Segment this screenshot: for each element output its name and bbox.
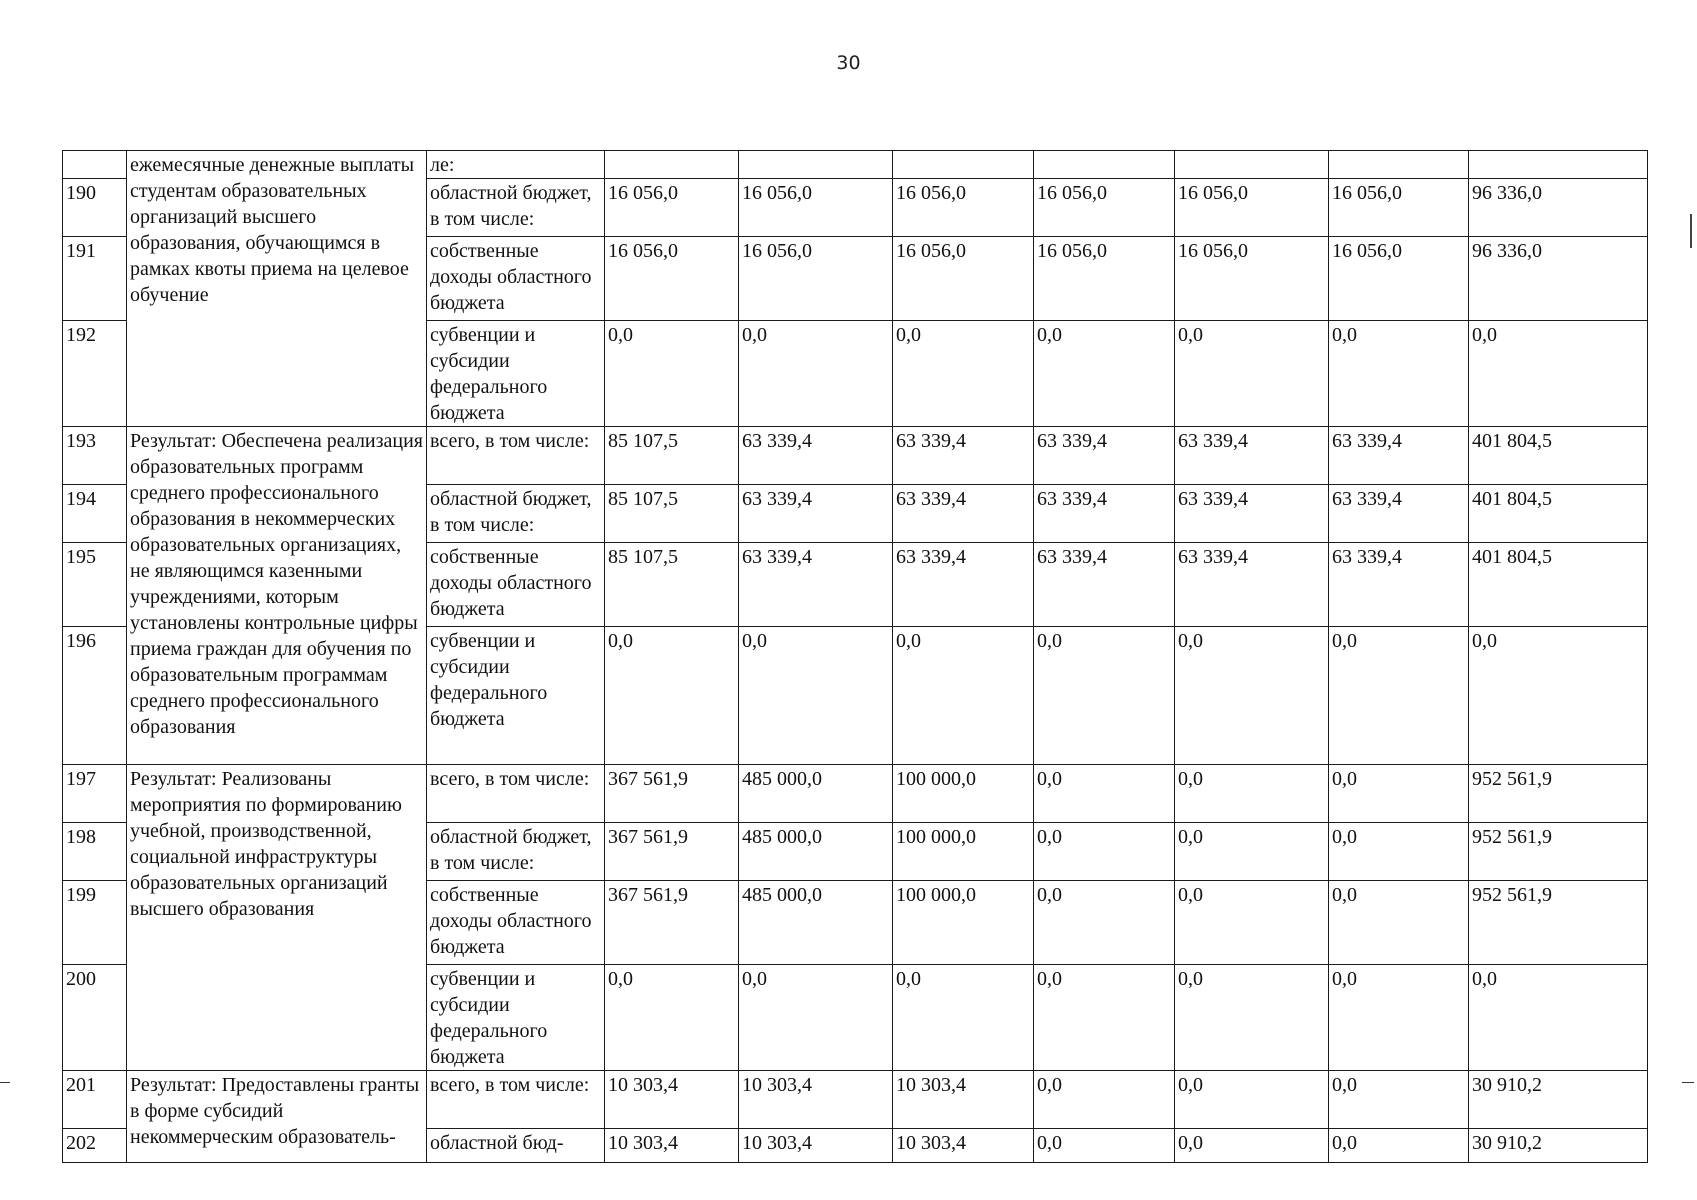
value-cell: 0,0 <box>1469 321 1648 427</box>
source-cell: всего, в том числе: <box>427 765 605 823</box>
value-cell: 0,0 <box>1329 823 1469 881</box>
table-row <box>63 1071 1648 1129</box>
row-number-cell: 195 <box>63 543 127 627</box>
row-number-cell: 196 <box>63 627 127 765</box>
value-cell: 100 000,0 <box>893 765 1034 823</box>
row-number-cell: 198 <box>63 823 127 881</box>
value-cell: 16 056,0 <box>605 179 739 237</box>
row-number-cell: 197 <box>63 765 127 823</box>
budget-table <box>62 150 1648 1163</box>
source-cell: областной бюджет, в том числе: <box>427 485 605 543</box>
value-cell: 16 056,0 <box>893 237 1034 321</box>
scan-dash-left <box>0 1082 10 1083</box>
value-cell: 100 000,0 <box>893 881 1034 965</box>
source-cell: субвенции и субсидии федерального бюджета <box>427 627 605 765</box>
value-cell: 63 339,4 <box>1034 485 1175 543</box>
value-cell: 63 339,4 <box>1175 427 1329 485</box>
value-cell: 0,0 <box>1175 1129 1329 1163</box>
value-cell: 96 336,0 <box>1469 237 1648 321</box>
value-cell: 16 056,0 <box>893 179 1034 237</box>
value-cell: 952 561,9 <box>1469 823 1648 881</box>
value-cell: 0,0 <box>1469 627 1648 765</box>
row-number-cell: 202 <box>63 1129 127 1163</box>
row-number-cell: 191 <box>63 237 127 321</box>
value-cell: 485 000,0 <box>739 881 893 965</box>
source-cell: собственные доходы областного бюджета <box>427 881 605 965</box>
value-cell: 0,0 <box>1175 881 1329 965</box>
value-cell: 16 056,0 <box>1034 179 1175 237</box>
source-cell: ле: <box>427 151 605 179</box>
value-cell: 0,0 <box>605 965 739 1071</box>
value-cell: 16 056,0 <box>739 179 893 237</box>
row-number-cell <box>63 151 127 179</box>
value-cell: 952 561,9 <box>1469 765 1648 823</box>
value-cell: 367 561,9 <box>605 881 739 965</box>
value-cell: 0,0 <box>739 627 893 765</box>
table-row <box>63 765 1648 823</box>
description-cell: Результат: Реализованы мероприятия по формированию учебной, производственной, социальной инфраструктуры образовательных организаций высшего образования <box>127 765 427 1071</box>
value-cell: 0,0 <box>893 627 1034 765</box>
value-cell: 0,0 <box>1034 627 1175 765</box>
value-cell: 30 910,2 <box>1469 1129 1648 1163</box>
value-cell: 63 339,4 <box>1329 543 1469 627</box>
value-cell: 63 339,4 <box>1034 427 1175 485</box>
row-number-cell: 201 <box>63 1071 127 1129</box>
value-cell: 0,0 <box>605 321 739 427</box>
source-cell: областной бюд- <box>427 1129 605 1163</box>
value-cell: 63 339,4 <box>1175 485 1329 543</box>
description-cell: Результат: Обеспечена реализация образовательных программ среднего профессионального образования в некоммерческих образовательных организациях, не являющимся казенными учреждениями, которым установлены контрольные цифры приема граждан для обучения по образовательным программам среднего профессионального образования <box>127 427 427 765</box>
value-cell: 0,0 <box>739 321 893 427</box>
value-cell: 85 107,5 <box>605 543 739 627</box>
value-cell: 0,0 <box>1034 881 1175 965</box>
value-cell: 0,0 <box>1469 965 1648 1071</box>
value-cell: 0,0 <box>1034 965 1175 1071</box>
value-cell: 63 339,4 <box>1175 543 1329 627</box>
value-cell: 0,0 <box>1175 765 1329 823</box>
value-cell: 0,0 <box>739 965 893 1071</box>
source-cell: собственные доходы областного бюджета <box>427 543 605 627</box>
value-cell: 0,0 <box>1175 321 1329 427</box>
value-cell: 0,0 <box>1329 965 1469 1071</box>
table-row <box>63 427 1648 485</box>
value-cell: 16 056,0 <box>1175 237 1329 321</box>
source-cell: областной бюджет, в том числе: <box>427 179 605 237</box>
row-number-cell: 190 <box>63 179 127 237</box>
value-cell: 63 339,4 <box>739 485 893 543</box>
value-cell: 10 303,4 <box>605 1129 739 1163</box>
value-cell: 16 056,0 <box>1329 237 1469 321</box>
value-cell: 0,0 <box>893 965 1034 1071</box>
value-cell: 63 339,4 <box>893 543 1034 627</box>
value-cell: 85 107,5 <box>605 485 739 543</box>
value-cell <box>1034 151 1175 179</box>
value-cell: 367 561,9 <box>605 765 739 823</box>
value-cell <box>605 151 739 179</box>
value-cell: 96 336,0 <box>1469 179 1648 237</box>
value-cell: 63 339,4 <box>1329 427 1469 485</box>
value-cell: 63 339,4 <box>893 485 1034 543</box>
value-cell: 16 056,0 <box>1034 237 1175 321</box>
value-cell: 16 056,0 <box>739 237 893 321</box>
value-cell: 401 804,5 <box>1469 485 1648 543</box>
value-cell: 401 804,5 <box>1469 427 1648 485</box>
value-cell: 85 107,5 <box>605 427 739 485</box>
row-number-cell: 193 <box>63 427 127 485</box>
row-number-cell: 199 <box>63 881 127 965</box>
value-cell: 16 056,0 <box>1329 179 1469 237</box>
value-cell: 0,0 <box>605 627 739 765</box>
table-row <box>63 151 1648 179</box>
source-cell: субвенции и субсидии федерального бюджета <box>427 965 605 1071</box>
description-cell: Результат: Предоставлены гранты в форме субсидий некоммерческим образователь- <box>127 1071 427 1163</box>
value-cell: 100 000,0 <box>893 823 1034 881</box>
description-cell: ежемесячные денежные выплаты студентам образовательных организаций высшего образования, обучающимся в рамках квоты приема на целевое обучение <box>127 151 427 427</box>
value-cell: 10 303,4 <box>893 1129 1034 1163</box>
value-cell: 0,0 <box>1034 1129 1175 1163</box>
value-cell: 63 339,4 <box>739 427 893 485</box>
value-cell <box>739 151 893 179</box>
value-cell <box>1329 151 1469 179</box>
value-cell: 0,0 <box>1329 881 1469 965</box>
value-cell: 0,0 <box>1329 1129 1469 1163</box>
value-cell: 0,0 <box>1175 627 1329 765</box>
source-cell: областной бюджет, в том числе: <box>427 823 605 881</box>
scan-dash-right <box>1682 1082 1694 1083</box>
value-cell: 0,0 <box>1175 1071 1329 1129</box>
source-cell: всего, в том числе: <box>427 1071 605 1129</box>
value-cell: 0,0 <box>1034 1071 1175 1129</box>
value-cell: 0,0 <box>1329 627 1469 765</box>
page-number: 30 <box>836 52 861 74</box>
row-number-cell: 192 <box>63 321 127 427</box>
source-cell: всего, в том числе: <box>427 427 605 485</box>
value-cell <box>1469 151 1648 179</box>
value-cell: 63 339,4 <box>739 543 893 627</box>
row-number-cell: 194 <box>63 485 127 543</box>
value-cell: 0,0 <box>1329 765 1469 823</box>
value-cell <box>893 151 1034 179</box>
value-cell: 485 000,0 <box>739 823 893 881</box>
value-cell: 0,0 <box>1329 1071 1469 1129</box>
value-cell: 0,0 <box>1329 321 1469 427</box>
value-cell: 10 303,4 <box>605 1071 739 1129</box>
value-cell: 0,0 <box>1034 321 1175 427</box>
value-cell: 401 804,5 <box>1469 543 1648 627</box>
value-cell: 0,0 <box>1034 765 1175 823</box>
value-cell: 0,0 <box>1175 965 1329 1071</box>
value-cell <box>1175 151 1329 179</box>
value-cell: 30 910,2 <box>1469 1071 1648 1129</box>
value-cell: 63 339,4 <box>1034 543 1175 627</box>
value-cell: 10 303,4 <box>739 1071 893 1129</box>
value-cell: 485 000,0 <box>739 765 893 823</box>
value-cell: 0,0 <box>1175 823 1329 881</box>
scan-edge-mark <box>1690 214 1692 248</box>
value-cell: 0,0 <box>893 321 1034 427</box>
value-cell: 0,0 <box>1034 823 1175 881</box>
value-cell: 63 339,4 <box>893 427 1034 485</box>
value-cell: 63 339,4 <box>1329 485 1469 543</box>
value-cell: 16 056,0 <box>1175 179 1329 237</box>
row-number-cell: 200 <box>63 965 127 1071</box>
value-cell: 10 303,4 <box>893 1071 1034 1129</box>
value-cell: 367 561,9 <box>605 823 739 881</box>
source-cell: субвенции и субсидии федерального бюджета <box>427 321 605 427</box>
value-cell: 10 303,4 <box>739 1129 893 1163</box>
value-cell: 952 561,9 <box>1469 881 1648 965</box>
value-cell: 16 056,0 <box>605 237 739 321</box>
source-cell: собственные доходы областного бюджета <box>427 237 605 321</box>
